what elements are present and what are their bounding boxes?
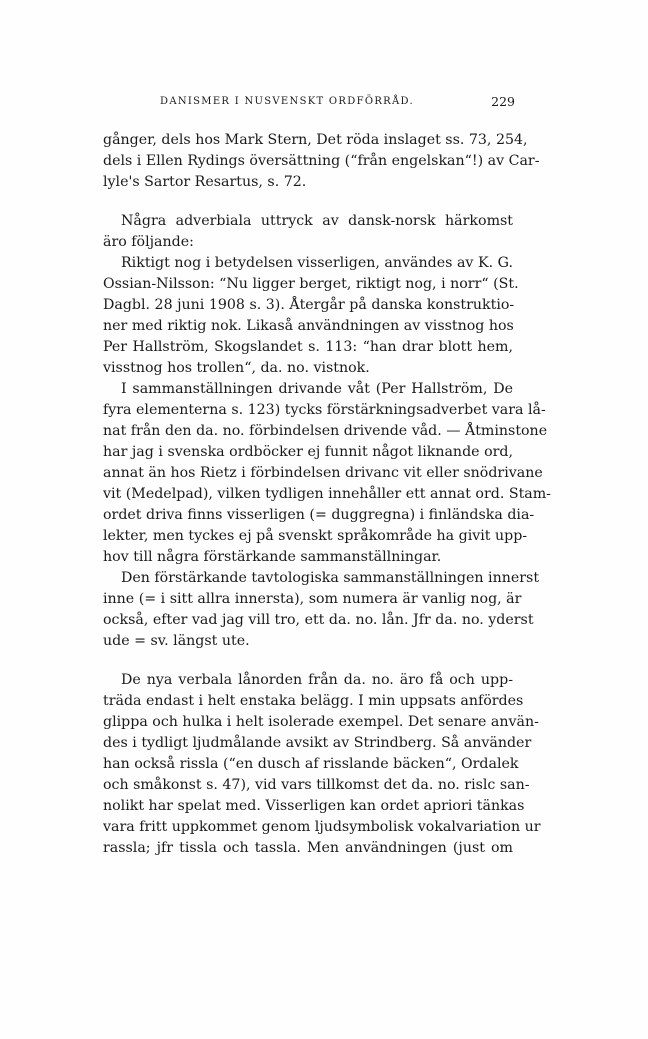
text-line: lekter, men tyckes ej på svenskt språkområde ha givit upp-	[103, 528, 528, 544]
text-line: visstnog hos trollen“, da. no. vistnok.	[103, 360, 370, 376]
text-line: han också rissla (“en dusch af risslande bäcken“, Ordalek	[103, 756, 519, 772]
text-line: I sammanställningen drivande våt (Per Hallström, De	[121, 381, 513, 397]
text-line: Den förstärkande tavtologiska sammanställningen innerst	[121, 570, 540, 586]
text-line: annat än hos Rietz i förbindelsen drivanc vit eller snödrivane	[103, 465, 543, 481]
text-line: vit (Medelpad), vilken tydligen innehåller ett annat ord. Stam-	[103, 486, 551, 502]
text-line: Riktigt nog i betydelsen visserligen, användes av K. G.	[121, 255, 513, 271]
text-line: rassla; jfr tissla och tassla. Men användningen (just om	[103, 840, 513, 856]
text-line: lyle's Sartor Resartus, s. 72.	[103, 174, 307, 190]
text-line: hov till några förstärkande sammanställningar.	[103, 549, 442, 565]
text-line: Ossian-Nilsson: “Nu ligger berget, riktigt nog, i norr“ (St.	[103, 276, 519, 292]
text-line: också, efter vad jag vill tro, ett da. no. lån. Jfr da. no. yderst	[103, 612, 534, 628]
text-line: ude = sv. längst ute.	[103, 633, 250, 649]
text-line: des i tydligt ljudmålande avsikt av Strindberg. Så använder	[103, 735, 532, 751]
text-line: har jag i svenska ordböcker ej funnit något liknande ord,	[103, 444, 513, 460]
text-line: Dagbl. 28 juni 1908 s. 3). Återgår på danska konstruktio-	[103, 297, 515, 313]
running-header	[105, 96, 515, 116]
text-line: glippa och hulka i helt isolerade exempel. Det senare använ-	[103, 714, 539, 730]
text-line: och småkonst s. 47), vid vars tillkomst det da. no. rislc san-	[103, 777, 530, 793]
text-line: äro följande:	[103, 234, 194, 250]
text-line: Några adverbiala uttryck av dansk-norsk härkomst	[121, 213, 513, 229]
page-number: 229	[491, 94, 515, 109]
text-line: fyra elementerna s. 123) tycks förstärkningsadverbet vara lå-	[103, 402, 546, 418]
paragraph-adverbs	[103, 211, 551, 652]
body-text	[103, 130, 551, 859]
paragraph-verbs	[103, 670, 541, 859]
text-line: gånger, dels hos Mark Stern, Det röda inslaget ss. 73, 254,	[103, 132, 528, 148]
paragraph-carlyle	[103, 130, 540, 193]
text-line: De nya verbala lånorden från da. no. äro få och upp-	[121, 672, 513, 688]
text-line: Per Hallström, Skogslandet s. 113: “han drar blott hem,	[103, 339, 513, 355]
text-line: inne (= i sitt allra innersta), som numera är vanlig nog, är	[103, 591, 522, 607]
text-line: vara fritt uppkommet genom ljudsymbolisk vokalvariation ur	[103, 819, 541, 835]
text-line: ner med riktig nok. Likaså användningen av visstnog hos	[103, 318, 514, 334]
text-line: nolikt har spelat med. Visserligen kan ordet apriori tänkas	[103, 798, 525, 814]
text-line: ordet driva finns visserligen (= duggregna) i finländska dia-	[103, 507, 535, 523]
running-header-title: DANISMER I NUSVENSKT ORDFÖRRÅD.	[160, 96, 414, 107]
text-line: träda endast i helt enstaka belägg. I min uppsats anfördes	[103, 693, 524, 709]
text-line: nat från den da. no. förbindelsen drivende våd. — Åtminstone	[103, 423, 548, 439]
text-line: dels i Ellen Rydings översättning (“från engelskan“!) av Car-	[103, 153, 540, 169]
